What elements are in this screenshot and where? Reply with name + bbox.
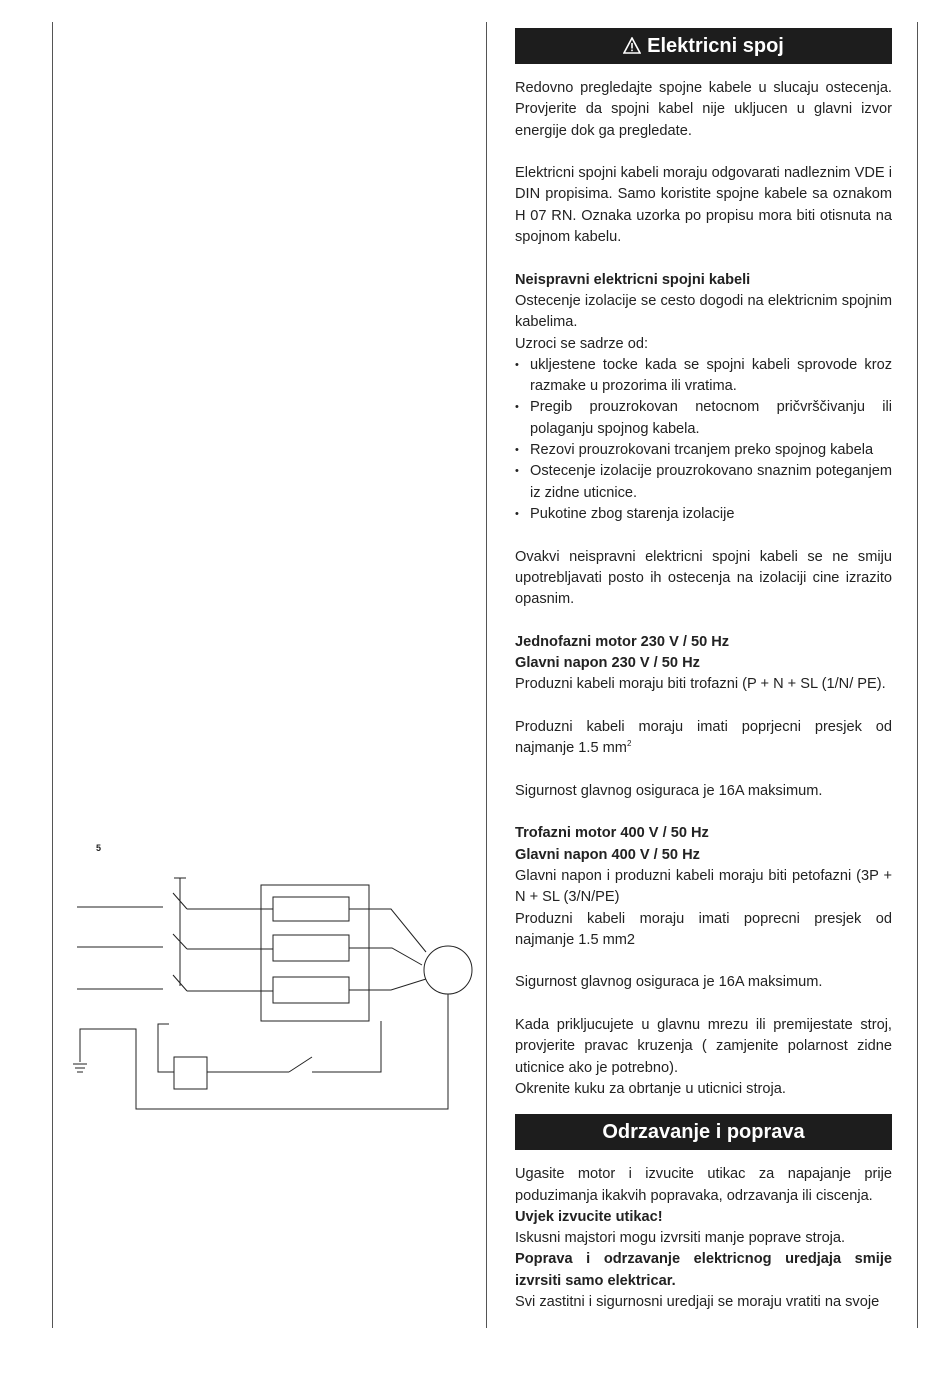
center-divider-line [486,22,487,1328]
ground-symbol [73,1064,87,1072]
single-phase-paragraph-2: Produzni kabeli moraju imati poprjecni presjek od najmanje 1.5 $mm^2$ [515,718,892,757]
resistor-2 [273,935,349,961]
resistor-3 [273,977,349,1003]
list-item: • Pukotine zbog starenja izolacije [515,504,892,525]
warning-icon [623,30,641,66]
right-column [515,28,892,1313]
list-item: • ukljestene tocke kada se spojni kabeli sprovode kroz razmake u prozorima ili vratima. [515,355,892,398]
list-item: • Pregib prouzrokovan netocnom pričvrščivanju ili polaganju spojnog kabela. [515,397,892,440]
defect-heading: Neispravni elektricni spojni kabeli [515,271,751,288]
section-header-maintenance [515,1114,892,1150]
control-contact [289,1057,312,1072]
maintenance-paragraph-1: Ugasite motor i izvucite utikac za napajanje prije poduzimanja ikakvih popravaka, odrzavanja ili ciscenja. [515,1166,892,1204]
relay-coil [174,1057,207,1089]
maintenance-paragraph-2: Iskusni majstori mogu izvrsiti manje poprave stroja. [515,1230,846,1247]
list-item: • Ostecenje izolacije prouzrokovano snaznim poteganjem iz zidne uticnice. [515,461,892,504]
maintenance-paragraph-3: Svi zastitni i sigurnosni uredjaji se moraju vratiti na svoje [515,1294,880,1311]
electric-paragraph-5: Okrenite kuku za obrtanje u uticnici stroja. [515,1080,786,1097]
electric-paragraph-1: Redovno pregledajte spojne kabele u slucaju ostecenja. Provjerite da spojni kabel nije ukljucen u glavni izvor energije dok ga pregledate. [515,80,892,139]
section-title-electric: Elektricni spoj [647,35,784,57]
electric-paragraph-2: Elektricni spojni kabeli moraju odgovarati nadleznim VDE i DIN propisima. Samo koristite spojne kabele sa oznakom H 07 RN. Oznaka uzorka po propisu mora biti otisnuta na spojnom kabelu. [515,165,892,246]
motor-symbol [424,946,472,994]
right-margin-line [917,22,918,1328]
defect-text: Ostecenje izolacije se cesto dogodi na elektricnim spojnim kabelima. [515,292,892,331]
section-header-electric [515,28,892,64]
three-phase-heading-2: Glavni napon 400 V / 50 Hz [515,846,700,863]
figure-number: 5 [96,843,102,853]
maintenance-bold-1: Uvjek izvucite utikac! [515,1208,663,1225]
three-phase-paragraph-1: Glavni napon i produzni kabeli moraju biti petofazni (3P + N + SL (3/N/PE) [515,867,892,906]
single-phase-paragraph-3: Sigurnost glavnog osiguraca je 16A maksimum. [515,782,823,799]
single-phase-paragraph-1: Produzni kabeli moraju biti trofazni (P + N + SL (1/N/ PE). [515,676,886,693]
wiring-diagram [0,860,480,1120]
list-item: • Rezovi prouzrokovani trcanjem preko spojnog kabela [515,440,892,461]
starter-box [261,885,369,1021]
section-title-maintenance: Odrzavanje i poprava [602,1121,805,1144]
left-margin-line [52,22,53,1328]
single-phase-heading-1: Jednofazni motor 230 V / 50 Hz [515,633,730,650]
resistor-1 [273,897,349,921]
three-phase-paragraph-3: Sigurnost glavnog osiguraca je 16A maksimum. [515,974,823,991]
switch-marker [174,878,186,894]
three-phase-heading-1: Trofazni motor 400 V / 50 Hz [515,825,709,842]
causes-list [515,355,892,525]
causes-intro: Uzroci se sadrze od: [515,335,649,352]
electric-paragraph-3: Ovakvi neispravni elektricni spojni kabeli se ne smiju upotrebljavati posto ih ostecenja na izolaciji cine izrazito opasnim. [515,548,892,608]
maintenance-bold-2: Poprava i odrzavanje elektricnog uredjaja smije izvrsiti samo elektricar. [515,1251,892,1289]
single-phase-heading-2: Glavni napon 230 V / 50 Hz [515,655,700,672]
three-phase-paragraph-2: Produzni kabeli moraju imati poprecni presjek od najmanje 1.5 mm2 [515,910,892,948]
electric-paragraph-4: Kada prikljucujete u glavnu mrezu ili premijestate stroj, provjerite pravac kruzenja ( zamjenite polarnost zidne uticnice ako je potrebno). [515,1017,892,1076]
